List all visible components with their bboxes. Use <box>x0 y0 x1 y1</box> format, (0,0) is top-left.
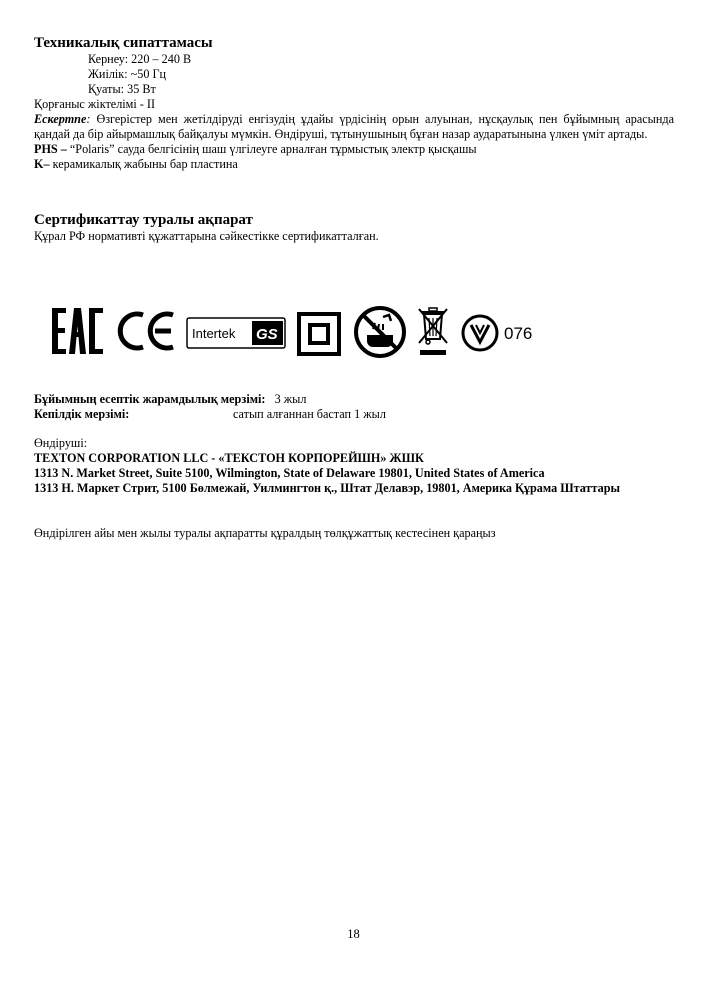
power-spec: Қуаты: 35 Вт <box>88 82 156 96</box>
k-text: керамикалық жабыны бар пластина <box>49 157 238 171</box>
certification-logos <box>50 304 550 360</box>
ukr-conformity-logo <box>460 311 542 355</box>
ce-logo <box>117 311 177 351</box>
gs-text: GS <box>256 326 278 343</box>
double-insulation-icon <box>297 312 341 356</box>
service-life-row <box>34 392 674 407</box>
ukr-code-text: 076 <box>504 324 533 343</box>
protection-class: Қорғаныс жіктелімі - II <box>34 97 156 111</box>
production-date-note: Өндірілген айы мен жылы туралы ақпаратты құралдың төлқұжаттық кестесінен қараңыз <box>34 526 496 540</box>
weee-bin-icon <box>416 305 450 357</box>
intertek-text: Intertek <box>192 326 236 341</box>
service-life-label: Бұйымның есептік жарамдылық мерзімі: <box>34 392 266 406</box>
note-colon: : <box>86 112 91 126</box>
intertek-gs-logo <box>186 317 286 349</box>
eac-logo <box>50 306 106 356</box>
k-label: K– <box>34 157 50 171</box>
warranty-value: сатып алғаннан бастап 1 жыл <box>233 407 386 421</box>
phs-definition <box>34 142 674 157</box>
warranty-row <box>34 407 674 422</box>
certification-title: Сертификаттау туралы ақпарат <box>34 212 253 228</box>
phs-text: “Polaris” сауда белгісінің шаш үлгілеуге арналған тұрмыстық электр қысқашы <box>66 142 477 156</box>
manufacturer-label: Өндіруші: <box>34 436 88 450</box>
manufacturer-address-en: 1313 N. Market Street, Suite 5100, Wilmington, State of Delaware 19801, United States of America <box>34 466 545 480</box>
document-page <box>34 34 674 244</box>
specs-title: Техникалық сипаттамасы <box>34 35 213 51</box>
terms-section <box>34 392 674 541</box>
warranty-label: Кепілдік мерзімі: <box>34 407 130 421</box>
voltage-spec: Кернеу: 220 – 240 В <box>88 52 192 66</box>
service-life-value: 3 жыл <box>274 392 307 406</box>
certification-text: Құрал РФ нормативті құжаттарына сәйкестікке сертификатталған. <box>34 229 379 243</box>
note-paragraph <box>34 112 674 142</box>
note-text: Өзгерістер мен жетілдіруді енгізудің ұдайы үрдісінің орын алуынан, нұсқаулық пен бұйымның арасында қандай да бір айырмашлық байқалуы мүмкін. Өндіруші, тұтынушының бұған назар аударатынына үлкен үміт артады. <box>34 112 674 141</box>
page-number: 18 <box>347 927 360 941</box>
k-definition <box>34 157 674 172</box>
no-water-bath-icon <box>353 305 407 359</box>
manufacturer-address-kk: 1313 Н. Маркет Стрит, 5100 Бөлмежай, Уилмингтон қ., Штат Делавэр, 19801, Америка Құрама Штаттары <box>34 481 621 495</box>
frequency-spec: Жиілік: ~50 Гц <box>88 67 167 81</box>
manufacturer-company: TEXTON CORPORATION LLC - «ТЕКСТОН КОРПОРЕЙШН» ЖШК <box>34 451 424 465</box>
note-label: Ескертпе <box>34 112 87 126</box>
phs-label: PHS – <box>34 142 67 156</box>
